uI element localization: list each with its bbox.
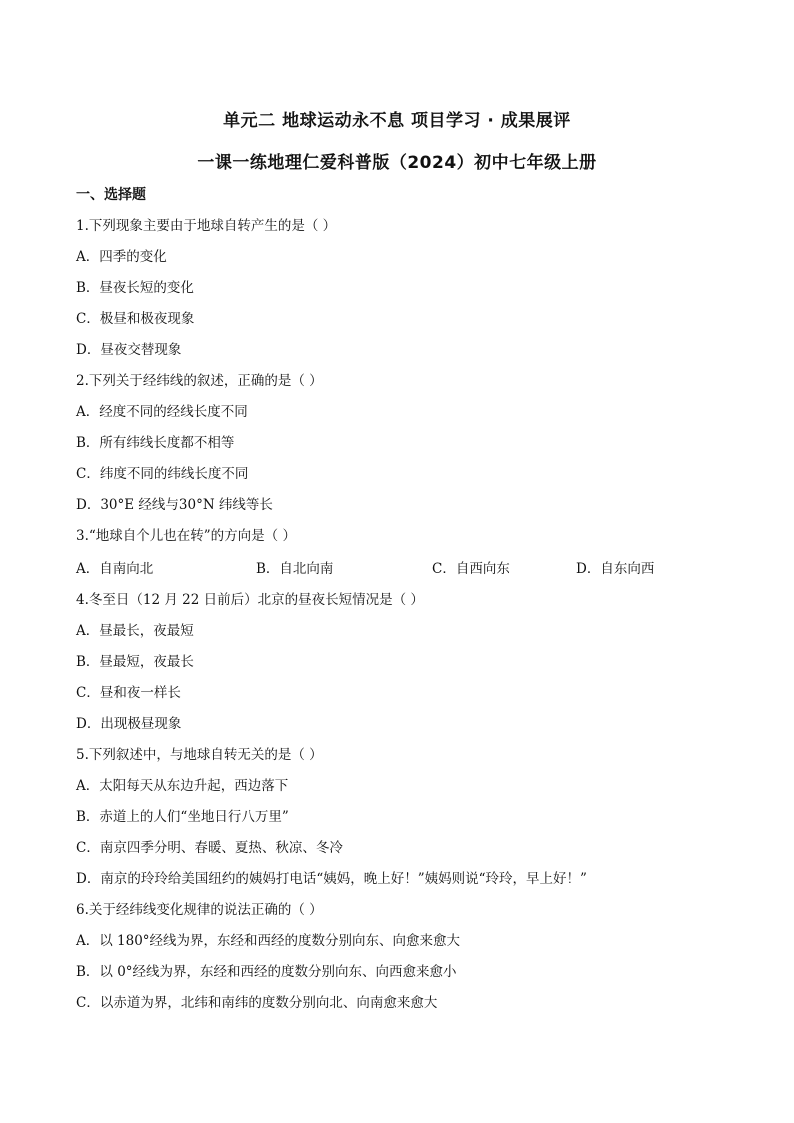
option-c: C．昼和夜一样长: [76, 685, 181, 701]
option-a: A．以 180°经线为界，东经和西经的度数分别向东、向愈来愈大: [76, 933, 461, 949]
document-title: 单元二 地球运动永不息 项目学习 · 成果展评: [223, 111, 571, 131]
option-b: B．昼最短，夜最长: [76, 654, 194, 670]
question-stem: 3.“地球自个儿也在转”的方向是（ ）: [76, 528, 296, 544]
option-a: A．经度不同的经线长度不同: [76, 404, 248, 420]
option-a: A．太阳每天从东边升起，西边落下: [76, 778, 289, 794]
question-stem: 2.下列关于经纬线的叙述，正确的是（ ）: [76, 373, 323, 389]
option-d: D．南京的玲玲给美国纽约的姨妈打电话“姨妈，晚上好！”姨妈则说“玲玲，早上好！”: [76, 871, 587, 887]
option-c: C．南京四季分明、春暖、夏热、秋凉、冬冷: [76, 840, 343, 856]
question-stem: 4.冬至日（12 月 22 日前后）北京的昼夜长短情况是（ ）: [76, 592, 424, 608]
option-a: A．四季的变化: [76, 249, 167, 265]
option-c: C．纬度不同的纬线长度不同: [76, 466, 249, 482]
document-subtitle: 一课一练地理仁爱科普版（2024）初中七年级上册: [197, 153, 597, 173]
option-b: B．以 0°经线为界，东经和西经的度数分别向东、向西愈来愈小: [76, 964, 457, 980]
option-b: B．自北向南: [256, 561, 334, 577]
option-d: D．出现极昼现象: [76, 716, 182, 732]
question-stem: 1.下列现象主要由于地球自转产生的是（ ）: [76, 218, 337, 234]
option-c: C．以赤道为界，北纬和南纬的度数分别向北、向南愈来愈大: [76, 995, 438, 1011]
option-a: A．昼最长，夜最短: [76, 623, 194, 639]
option-b: B．昼夜长短的变化: [76, 280, 194, 296]
option-a: A．自南向北: [76, 561, 154, 577]
question-stem: 5.下列叙述中，与地球自转无关的是（ ）: [76, 747, 323, 763]
section-heading: 一、选择题: [76, 187, 146, 203]
option-c: C．极昼和极夜现象: [76, 311, 195, 327]
option-d: D．自东向西: [576, 561, 655, 577]
option-d: D．30°E 经线与30°N 纬线等长: [76, 497, 273, 513]
option-b: B．所有纬线长度都不相等: [76, 435, 235, 451]
question-stem: 6.关于经纬线变化规律的说法正确的（ ）: [76, 902, 323, 918]
option-c: C．自西向东: [432, 561, 510, 577]
option-b: B．赤道上的人们“坐地日行八万里”: [76, 809, 289, 825]
option-d: D．昼夜交替现象: [76, 342, 182, 358]
